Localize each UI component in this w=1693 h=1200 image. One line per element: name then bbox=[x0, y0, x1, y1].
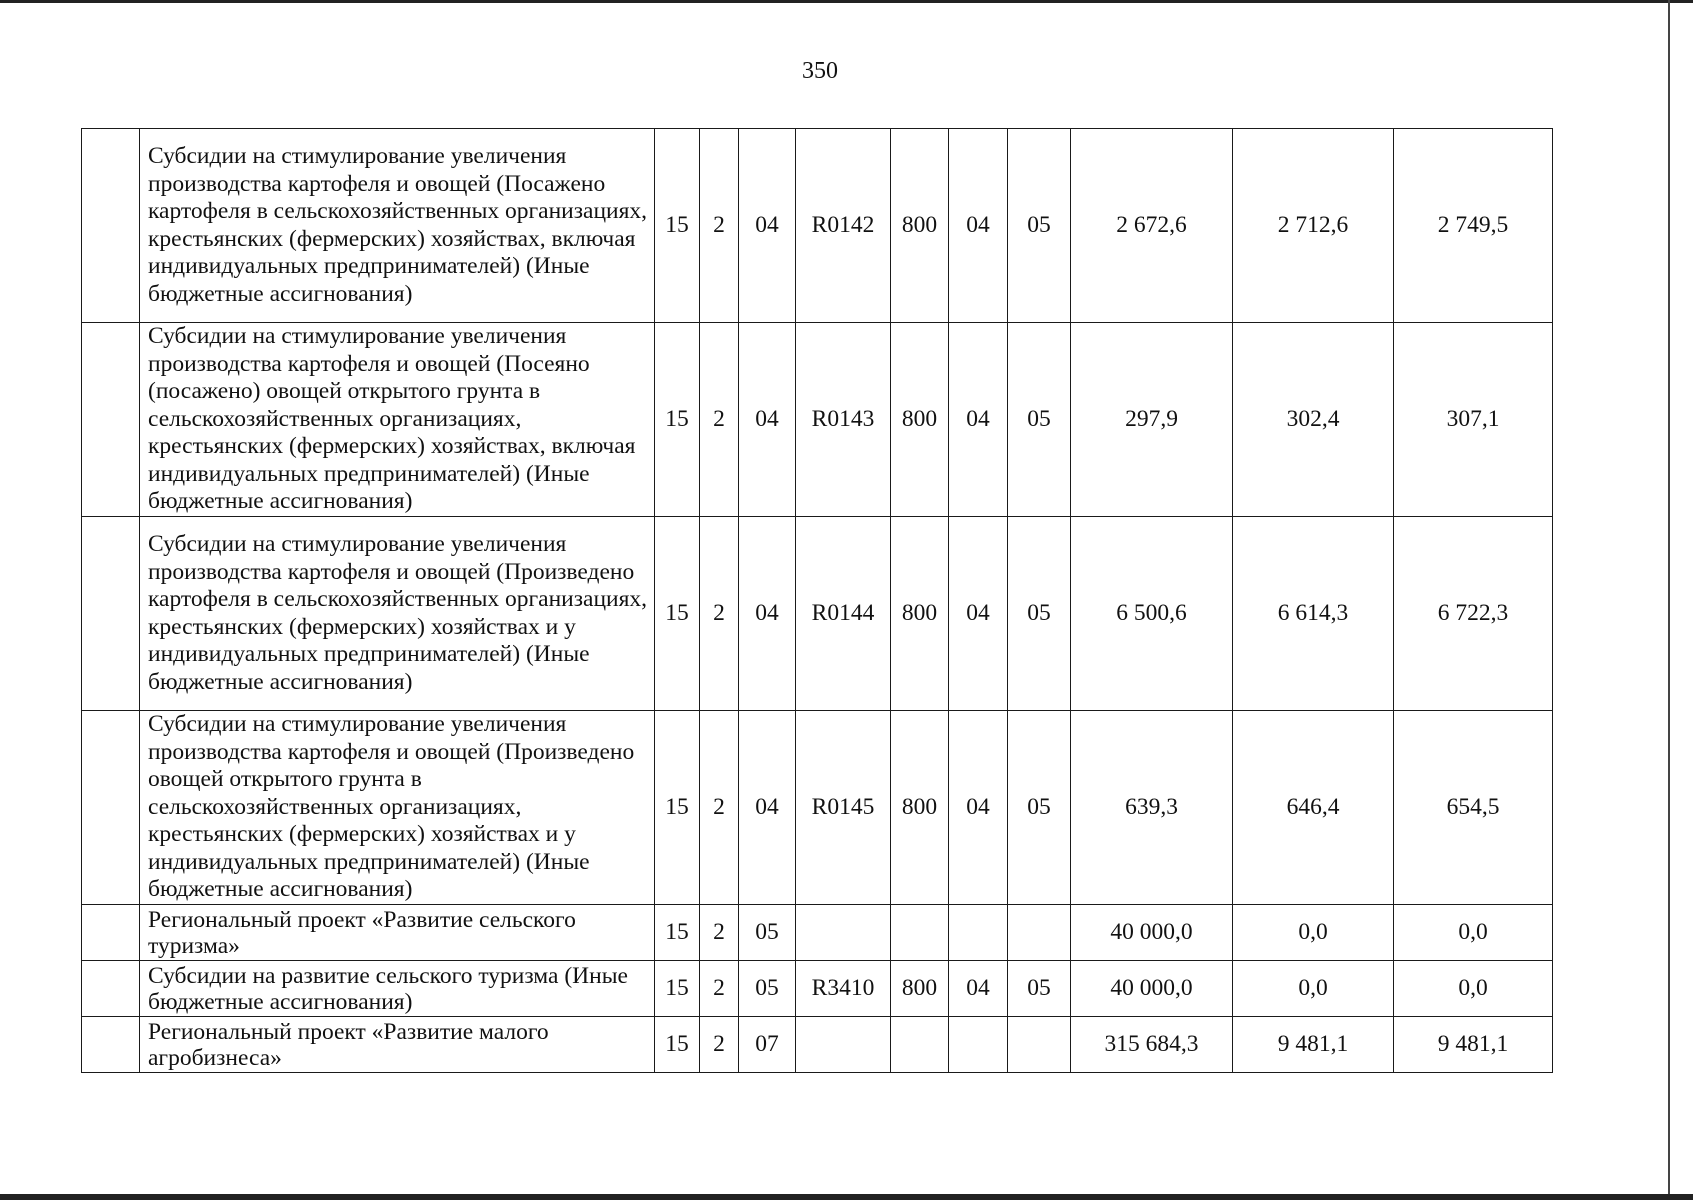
amount-cell: 2 672,6 bbox=[1071, 129, 1233, 323]
code-cell: 05 bbox=[739, 905, 796, 961]
code-cell bbox=[796, 1017, 891, 1073]
code-cell bbox=[796, 905, 891, 961]
code-cell: 04 bbox=[739, 517, 796, 711]
blank-cell bbox=[82, 905, 140, 961]
code-cell: 15 bbox=[655, 517, 700, 711]
amount-cell: 0,0 bbox=[1394, 961, 1553, 1017]
table-row bbox=[82, 961, 1553, 1017]
item-name-cell: Субсидии на стимулирование увеличения производства картофеля и овощей (Посажено картофеля в сельскохозяйственных организациях, крестьянских (фермерских) хозяйствах, включая индивидуальных предпринимателей) (Иные бюджетные ассигнования) bbox=[140, 129, 655, 323]
code-cell: 2 bbox=[700, 323, 739, 517]
table-row bbox=[82, 129, 1553, 323]
code-cell bbox=[891, 1017, 949, 1073]
code-cell: 800 bbox=[891, 711, 949, 905]
code-cell: 04 bbox=[739, 711, 796, 905]
code-cell: 04 bbox=[739, 129, 796, 323]
code-cell: R0143 bbox=[796, 323, 891, 517]
table-row bbox=[82, 711, 1553, 905]
amount-cell: 0,0 bbox=[1394, 905, 1553, 961]
code-cell bbox=[891, 905, 949, 961]
amount-cell: 2 749,5 bbox=[1394, 129, 1553, 323]
amount-cell: 9 481,1 bbox=[1233, 1017, 1394, 1073]
blank-cell bbox=[82, 1017, 140, 1073]
code-cell: 15 bbox=[655, 905, 700, 961]
code-cell: 800 bbox=[891, 961, 949, 1017]
code-cell: 05 bbox=[739, 961, 796, 1017]
code-cell: 800 bbox=[891, 129, 949, 323]
table-row bbox=[82, 905, 1553, 961]
code-cell: 2 bbox=[700, 1017, 739, 1073]
code-cell: 04 bbox=[739, 323, 796, 517]
page-number: 350 bbox=[802, 58, 838, 84]
code-cell: 05 bbox=[1008, 129, 1071, 323]
table-row bbox=[82, 517, 1553, 711]
item-name-cell: Региональный проект «Развитие сельского туризма» bbox=[140, 905, 655, 961]
scan-frame-bottom bbox=[0, 1194, 1693, 1200]
code-cell: 800 bbox=[891, 517, 949, 711]
amount-cell: 2 712,6 bbox=[1233, 129, 1394, 323]
amount-cell: 6 722,3 bbox=[1394, 517, 1553, 711]
code-cell: 2 bbox=[700, 129, 739, 323]
code-cell bbox=[1008, 905, 1071, 961]
amount-cell: 639,3 bbox=[1071, 711, 1233, 905]
blank-cell bbox=[82, 323, 140, 517]
amount-cell: 40 000,0 bbox=[1071, 905, 1233, 961]
amount-cell: 297,9 bbox=[1071, 323, 1233, 517]
code-cell: R0142 bbox=[796, 129, 891, 323]
amount-cell: 315 684,3 bbox=[1071, 1017, 1233, 1073]
code-cell: 2 bbox=[700, 905, 739, 961]
code-cell: 15 bbox=[655, 711, 700, 905]
item-name-cell: Субсидии на стимулирование увеличения производства картофеля и овощей (Посеяно (посажено) овощей открытого грунта в сельскохозяйственных организациях, крестьянских (фермерских) хозяйствах, включая индивидуальных предпринимателей) (Иные бюджетные ассигнования) bbox=[140, 323, 655, 517]
blank-cell bbox=[82, 517, 140, 711]
scan-frame-right bbox=[1668, 0, 1670, 1200]
code-cell: 15 bbox=[655, 129, 700, 323]
scan-frame-top bbox=[0, 0, 1693, 3]
amount-cell: 40 000,0 bbox=[1071, 961, 1233, 1017]
item-name-cell: Субсидии на стимулирование увеличения производства картофеля и овощей (Произведено овощей открытого грунта в сельскохозяйственных организациях, крестьянских (фермерских) хозяйствах и у индивидуальных предпринимателей) (Иные бюджетные ассигнования) bbox=[140, 711, 655, 905]
amount-cell: 654,5 bbox=[1394, 711, 1553, 905]
code-cell: 2 bbox=[700, 961, 739, 1017]
code-cell: 04 bbox=[949, 961, 1008, 1017]
code-cell: 800 bbox=[891, 323, 949, 517]
code-cell: 04 bbox=[949, 129, 1008, 323]
amount-cell: 307,1 bbox=[1394, 323, 1553, 517]
code-cell: R0145 bbox=[796, 711, 891, 905]
code-cell: 04 bbox=[949, 711, 1008, 905]
code-cell: 15 bbox=[655, 961, 700, 1017]
item-name-cell: Региональный проект «Развитие малого агробизнеса» bbox=[140, 1017, 655, 1073]
code-cell: 2 bbox=[700, 517, 739, 711]
code-cell: 05 bbox=[1008, 961, 1071, 1017]
code-cell bbox=[949, 905, 1008, 961]
table-row bbox=[82, 323, 1553, 517]
code-cell bbox=[949, 1017, 1008, 1073]
amount-cell: 302,4 bbox=[1233, 323, 1394, 517]
code-cell: 07 bbox=[739, 1017, 796, 1073]
amount-cell: 6 500,6 bbox=[1071, 517, 1233, 711]
budget-table bbox=[81, 128, 1553, 1073]
code-cell: 15 bbox=[655, 1017, 700, 1073]
amount-cell: 0,0 bbox=[1233, 905, 1394, 961]
table-row bbox=[82, 1017, 1553, 1073]
code-cell: 15 bbox=[655, 323, 700, 517]
amount-cell: 0,0 bbox=[1233, 961, 1394, 1017]
amount-cell: 9 481,1 bbox=[1394, 1017, 1553, 1073]
blank-cell bbox=[82, 711, 140, 905]
amount-cell: 646,4 bbox=[1233, 711, 1394, 905]
code-cell: 04 bbox=[949, 323, 1008, 517]
blank-cell bbox=[82, 129, 140, 323]
code-cell: 05 bbox=[1008, 323, 1071, 517]
item-name-cell: Субсидии на стимулирование увеличения производства картофеля и овощей (Произведено картофеля в сельскохозяйственных организациях, крестьянских (фермерских) хозяйствах и у индивидуальных предпринимателей) (Иные бюджетные ассигнования) bbox=[140, 517, 655, 711]
item-name-cell: Субсидии на развитие сельского туризма (Иные бюджетные ассигнования) bbox=[140, 961, 655, 1017]
code-cell: R3410 bbox=[796, 961, 891, 1017]
code-cell: R0144 bbox=[796, 517, 891, 711]
code-cell bbox=[1008, 1017, 1071, 1073]
amount-cell: 6 614,3 bbox=[1233, 517, 1394, 711]
code-cell: 04 bbox=[949, 517, 1008, 711]
blank-cell bbox=[82, 961, 140, 1017]
code-cell: 05 bbox=[1008, 711, 1071, 905]
code-cell: 2 bbox=[700, 711, 739, 905]
code-cell: 05 bbox=[1008, 517, 1071, 711]
